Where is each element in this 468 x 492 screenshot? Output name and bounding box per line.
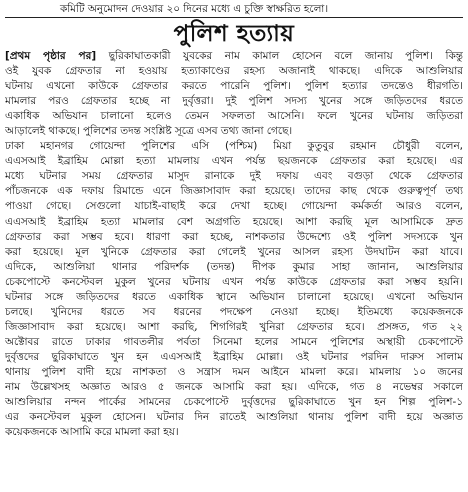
article-line: গ্রেফতার করা সম্ভব হবে। ধারণা করা হচ্ছে, নাশকতার উদ্দেশ্যে ওই পুলিশ সদস্যকে খুন xyxy=(5,230,463,243)
article-line: অক্টোবর রাতে ঢাকার গাবতলীর পর্বতা সিনেমা হলের সামনে পুলিশের অস্থায়ী চেকপোস্টে xyxy=(5,335,463,348)
article-line: একাধিক অভিযান চালানো হলেও তেমন সফলতা আসেনি। ফলে খুনের ঘটনায় জড়িতরা xyxy=(5,110,463,123)
article-headline: পুলিশ হত্যায় xyxy=(173,21,295,47)
article-line: জিজ্ঞাসাবাদ করা হয়েছে। আশা করছি, শিগগিরই খুনিরা গ্রেফতার হবে। প্রসঙ্গত, গত ২২ xyxy=(5,320,463,333)
article-line: ঘটনার সঙ্গে জড়িতদের ধরতে একাধিক স্থানে অভিযান চালানো হয়েছে। এখনো অভিযান xyxy=(5,290,463,303)
continuation-marker: [প্রথম পৃষ্ঠার পর] xyxy=(5,50,97,62)
article-body xyxy=(5,49,463,440)
article-line: নাম উল্লেখসহ অজ্ঞাত আরও ৫ জনকে আসামি করা হয়। এদিকে, গত ৪ নভেম্বর সকালে xyxy=(5,381,463,394)
previous-article-last-line: কমিটি অনুমোদন দেওয়ার ২০ দিনের মধ্যে এ চুক্তি স্বাক্ষরিত হলো। xyxy=(59,3,329,15)
article-line: ঢাকা মহানগর গোয়েন্দা পুলিশের এসি (পশ্চিম) মিয়া কুতুবুর রহমান চৌধুরী বলেন, xyxy=(5,140,463,153)
article-line: মামলার পরও গ্রেফতার হচ্ছে না দুর্বৃত্তরা। দুই পুলিশ সদস্য খুনের সঙ্গে জড়িতদের ধরতে xyxy=(5,95,463,108)
article-line: এএসআই ইব্রাহিম মোল্লা হত্যা মামলায় এখন পর্যন্ত ছয়জনকে গ্রেফতার করা হয়েছে। এর xyxy=(5,155,463,168)
article-line: আড়ালেই থাকছে। পুলিশের তদন্ত সংশ্লিষ্ট সূত্রে এসব তথ্য জানা গেছে। xyxy=(5,125,293,138)
article-line: পাঁচজনকে এক দফায় রিমান্ডে এনে জিজ্ঞাসাবাদ করা হয়েছে। তাদের কাছ থেকে গুরুত্বপূর্ণ তথ্য xyxy=(5,185,463,198)
article-line: করা হয়েছে। মূল খুনিকে গ্রেফতার করা গেলেই খুনের আসল রহস্য উদঘাটন করা যাবে। xyxy=(5,245,463,258)
section-divider xyxy=(5,17,463,18)
article-line: এদিকে, আশুলিয়া থানার পরিদর্শক (তদন্ত) দীপক কুমার সাহা জানান, আশুলিয়ার xyxy=(5,260,463,273)
article-line: কয়েকজনকে আসামি করে মামলা করা হয়। xyxy=(5,426,179,439)
article-line: দুর্বৃত্তদের ছুরিকাঘাতে খুন হন এএসআই ইব্রাহিম মোল্লা। ওই ঘটনার পরদিন দারুস সালাম xyxy=(5,350,463,363)
article-line: আশুলিয়ার নন্দন পার্কের সামনের চেকপোস্টে দুর্বৃত্তদের ছুরিকাঘাতে খুন হন শিল্প পুলিশ-১ xyxy=(5,396,463,409)
article-line: থানায় পুলিশ বাদী হয়ে নাশকতা ও সন্ত্রাস দমন আইনে মামলা করে। মামলায় ১০ জনের xyxy=(5,365,463,378)
article-line: পাওয়া গেছে। সেগুলো যাচাই-বাছাই করে দেখা হচ্ছে। গোয়েন্দা কর্মকর্তা আরও বলেন, xyxy=(5,200,463,213)
article-line: মধ্যে ঘটনার সময় গ্রেফতার মাসুদ রানাকে দুই দফায় এবং বগুড়া থেকে গ্রেফতার xyxy=(5,170,463,183)
article-line: চলছে। খুনিদের ধরতে সব ধরনের পদক্ষেপ নেওয়া হচ্ছে। ইতিমধ্যে কয়েকজনকে xyxy=(5,305,463,318)
article-line: চেকপোস্টে কনস্টেবল মুকুল খুনের ঘটনায় এখন পর্যন্ত কাউকে গ্রেফতার করা সম্ভব হয়নি। xyxy=(5,275,463,288)
article-line: [প্রথম পৃষ্ঠার পর] ছুরিকাঘাতকারী যুবকের নাম কামাল হোসেন বলে জানায় পুলিশ। কিন্তু xyxy=(5,50,463,62)
article-line: এএসআই ইব্রাহিম হত্যা মামলার বেশ অগ্রগতি হয়েছে। আশা করছি মূল আসামিকে দ্রুত xyxy=(5,215,463,228)
article-line: ঘটনায় এখনো কাউকে গ্রেফতার করতে পারেনি পুলিশ। পুলিশ হত্যার তদন্তেও ধীরগতি। xyxy=(5,80,463,93)
article-line: এর কনস্টেবল মুকুল হোসেন। ঘটনার দিন রাতেই আশুলিয়া থানায় পুলিশ বাদী হয়ে অজ্ঞাত xyxy=(5,411,463,424)
article-line: ওই যুবক গ্রেফতার না হওয়ায় হত্যাকাণ্ডের রহস্য অজানাই থাকছে। এদিকে আশুলিয়ার xyxy=(5,65,463,78)
